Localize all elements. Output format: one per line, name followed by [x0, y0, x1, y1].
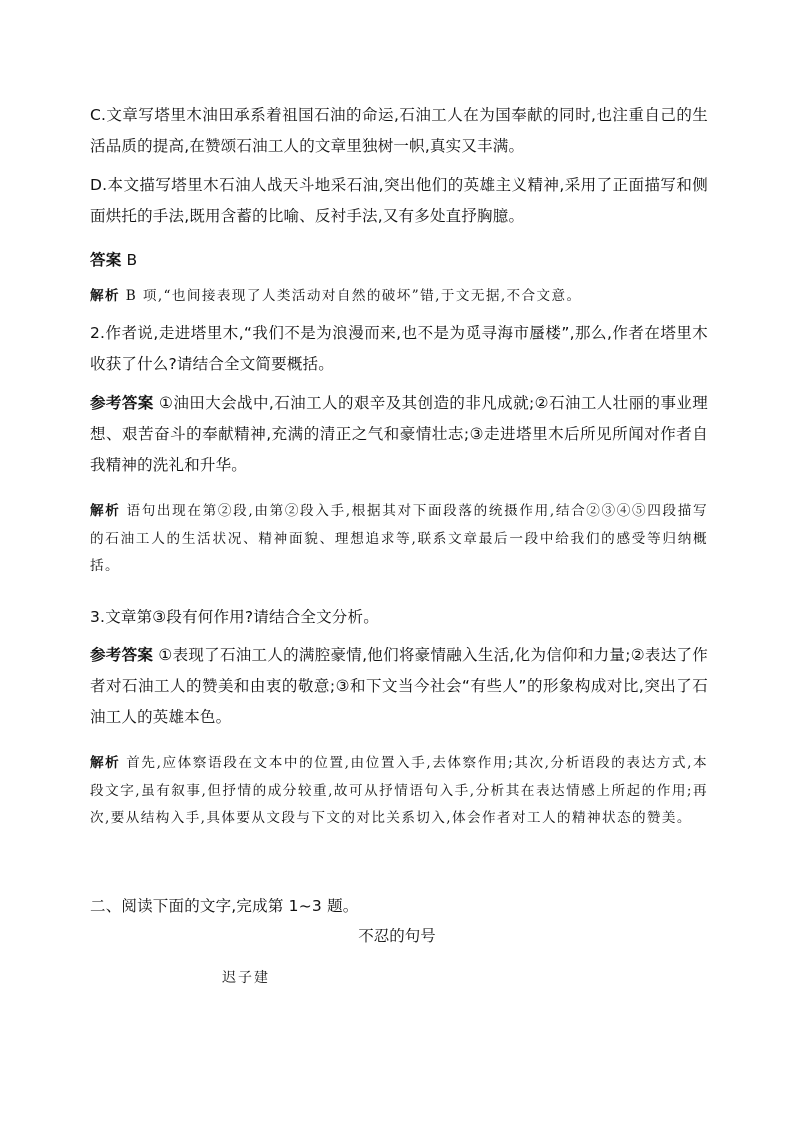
- q2-question: 2.作者说,走进塔里木,“我们不是为浪漫而来,也不是为觅寻海市蜃楼”,那么,作者在塔里木收获了什么?请结合全文简要概括。: [90, 324, 708, 373]
- option-d: D.本文描写塔里木石油人战天斗地采石油,突出他们的英雄主义精神,采用了正面描写和侧面烘托的手法,既用含蓄的比喻、反衬手法,又有多处直抒胸臆。: [90, 176, 708, 225]
- q3-answer: [90, 640, 708, 733]
- answer-text: B: [121, 251, 138, 269]
- q1-answer: [90, 245, 708, 276]
- option-c: C.文章写塔里木油田承系着祖国石油的命运,石油工人在为国奉献的同时,也注重自己的生活品质的提高,在赞颂石油工人的文章里独树一帜,真实又丰满。: [90, 106, 708, 155]
- article-author: 迟子建: [222, 970, 270, 986]
- q1-analysis: [90, 283, 708, 311]
- q3-question: 3.文章第③段有何作用?请结合全文分析。: [90, 608, 379, 626]
- analysis-label: 解析: [90, 503, 121, 519]
- analysis-label: 解析: [90, 288, 120, 304]
- q2-answer: [90, 388, 708, 481]
- analysis-text: 语句出现在第②段,由第②段入手,根据其对下面段落的统摄作用,结合②③④⑤四段描写的石油工人的生活状况、精神面貌、理想追求等,联系文章最后一段中给我们的感受等归纳概括。: [90, 503, 708, 574]
- q3-analysis: [90, 750, 708, 833]
- analysis-text: 首先,应体察语段在文本中的位置,由位置入手,去体察作用;其次,分析语段的表达方式,本段文字,虽有叙事,但抒情的成分较重,故可从抒情语句入手,分析其在表达情感上所起的作用;再次,要从结构入手,具体要从文段与下文的对比关系切入,体会作者对工人的精神状态的赞美。: [90, 755, 708, 826]
- article-title: 不忍的句号: [358, 927, 436, 945]
- answer-label: 参考答案: [90, 646, 154, 664]
- analysis-label: 解析: [90, 755, 121, 771]
- analysis-text: B 项,“也间接表现了人类活动对自然的破坏”错,于文无据,不合文意。: [120, 288, 582, 304]
- section-heading: 二、阅读下面的文字,完成第 1~3 题。: [90, 897, 359, 915]
- answer-label: 答案: [90, 251, 122, 269]
- answer-text: ①油田大会战中,石油工人的艰辛及其创造的非凡成就;②石油工人壮丽的事业理想、艰苦奋斗的奉献精神,充满的清正之气和豪情壮志;③走进塔里木后所见所闻对作者自我精神的洗礼和升华。: [90, 394, 708, 474]
- answer-label: 参考答案: [90, 394, 154, 412]
- q2-analysis: [90, 498, 708, 581]
- answer-text: ①表现了石油工人的满腔豪情,他们将豪情融入生活,化为信仰和力量;②表达了作者对石油工人的赞美和由衷的敬意;③和下文当今社会“有些人”的形象构成对比,突出了石油工人的英雄本色。: [90, 646, 708, 726]
